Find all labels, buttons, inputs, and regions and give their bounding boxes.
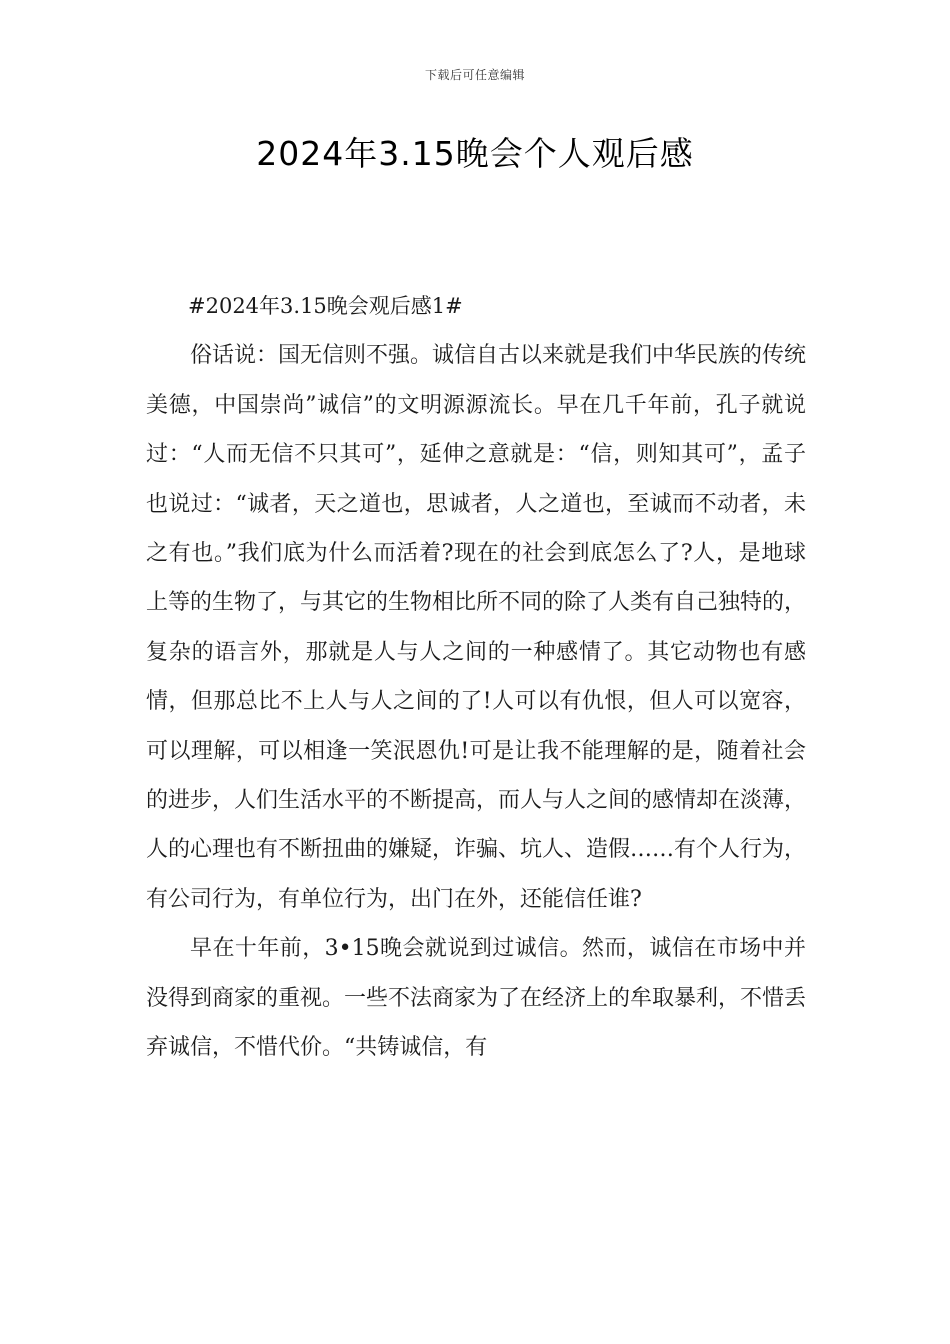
document-title: 2024年3.15晚会个人观后感: [256, 134, 694, 173]
paragraph-1: 俗话说：国无信则不强。诚信自古以来就是我们中华民族的传统美德，中国崇尚”诚信”的文明源源流长。早在几千年前，孔子就说过：“人而无信不只其可”，延伸之意就是：“信，则知其可”，孟子也说过：“诚者，天之道也，思诚者，人之道也，至诚而不动者，未之有也。”我们底为什么而活着?现在的社会到底怎么了?人，是地球上等的生物了，与其它的生物相比所不同的除了人类有自己独特的，复杂的语言外，那就是人与人之间的一种感情了。其它动物也有感情，但那总比不上人与人之间的了!人可以有仇恨，但人可以宽容，可以理解，可以相逢一笑泯恩仇!可是让我不能理解的是，随着社会的进步，人们生活水平的不断提高，而人与人之间的感情却在淡薄，人的心理也有不断扭曲的嫌疑，诈骗、坑人、造假……有个人行为，有公司行为，有单位行为，出门在外，还能信任谁?: [146, 343, 807, 912]
section-heading: #2024年3.15晚会观后感1#: [188, 294, 463, 318]
document-body: [146, 282, 806, 1073]
header-note: 下载后可任意编辑: [424, 68, 525, 82]
paragraph-2: 早在十年前，3•15晚会就说到过诚信。然而，诚信在市场中并没得到商家的重视。一些不法商家为了在经济上的牟取暴利，不惜丢弃诚信，不惜代价。“共铸诚信，有: [146, 936, 807, 1061]
